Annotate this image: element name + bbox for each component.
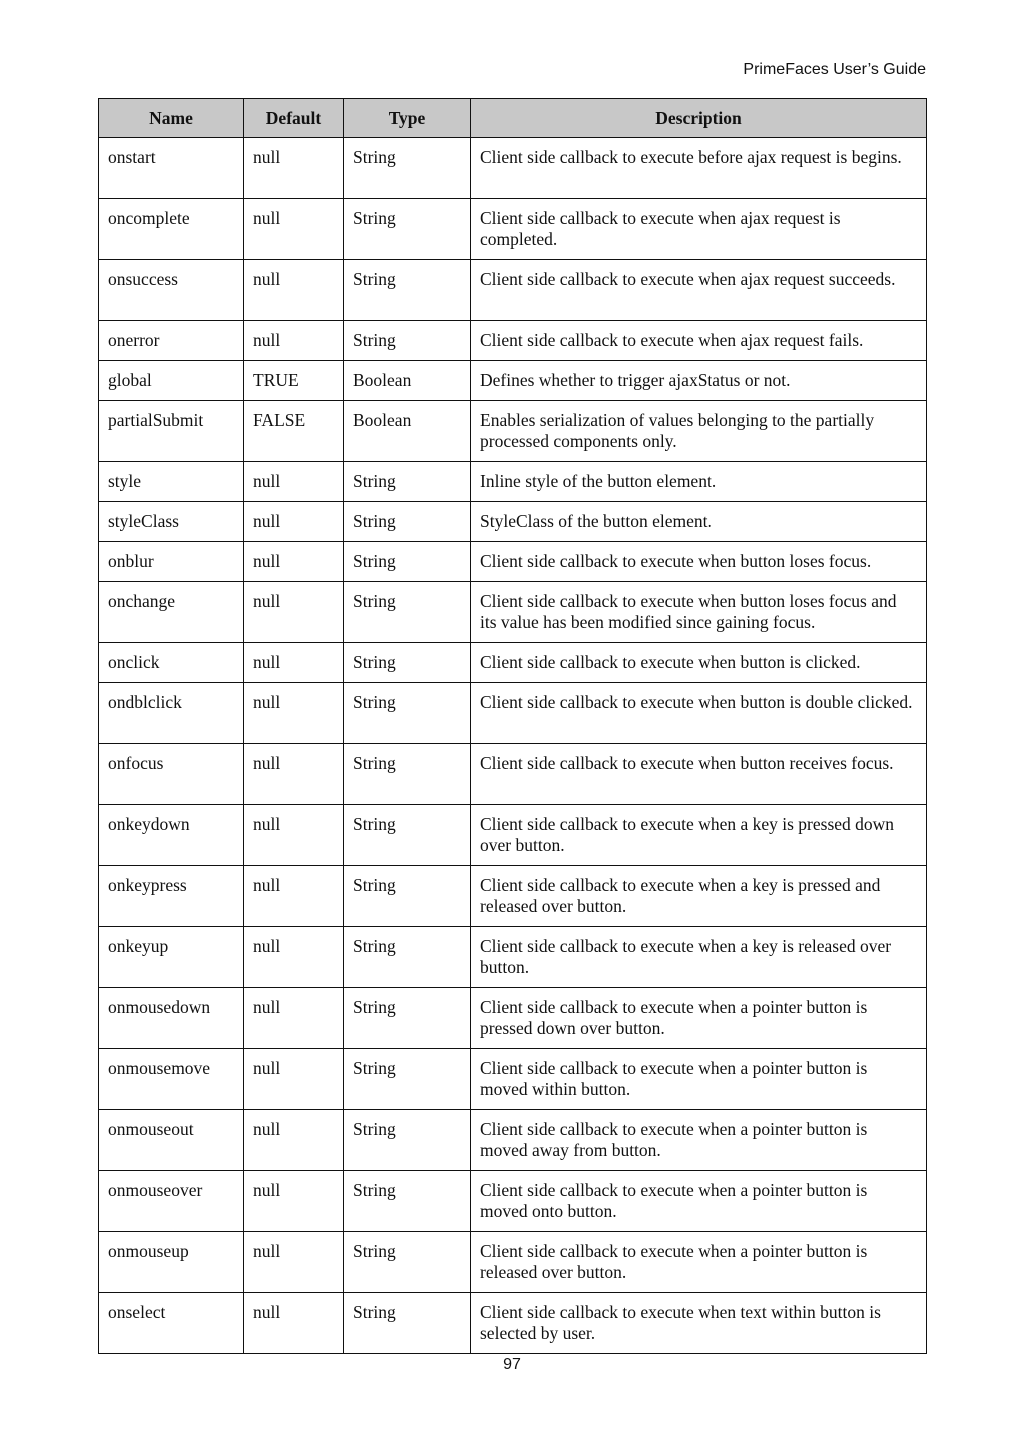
cell-description: Client side callback to execute when a pointer button is pressed down over button. — [471, 988, 927, 1049]
table-row — [99, 462, 927, 502]
cell-name: onerror — [99, 321, 244, 361]
table-row — [99, 1171, 927, 1232]
table-row — [99, 260, 927, 321]
cell-type: String — [344, 321, 471, 361]
table-row — [99, 138, 927, 199]
table-row — [99, 361, 927, 401]
cell-type: String — [344, 988, 471, 1049]
cell-description: Client side callback to execute when button is double clicked. — [471, 683, 927, 744]
cell-type: String — [344, 582, 471, 643]
cell-default: null — [244, 260, 344, 321]
cell-type: String — [344, 805, 471, 866]
cell-default: TRUE — [244, 361, 344, 401]
table-row — [99, 866, 927, 927]
column-header-type: Type — [344, 99, 471, 138]
cell-name: onmousemove — [99, 1049, 244, 1110]
cell-default: null — [244, 321, 344, 361]
column-header-name: Name — [99, 99, 244, 138]
cell-type: Boolean — [344, 361, 471, 401]
cell-type: String — [344, 866, 471, 927]
column-header-description: Description — [471, 99, 927, 138]
table-row — [99, 1049, 927, 1110]
cell-description: Client side callback to execute when ajax request succeeds. — [471, 260, 927, 321]
cell-name: onsuccess — [99, 260, 244, 321]
table-row — [99, 988, 927, 1049]
cell-default: null — [244, 1171, 344, 1232]
cell-name: styleClass — [99, 502, 244, 542]
cell-default: null — [244, 1049, 344, 1110]
cell-default: null — [244, 1232, 344, 1293]
cell-name: onmouseout — [99, 1110, 244, 1171]
cell-default: FALSE — [244, 401, 344, 462]
cell-name: style — [99, 462, 244, 502]
cell-type: String — [344, 199, 471, 260]
cell-description: Client side callback to execute when button is clicked. — [471, 643, 927, 683]
cell-description: Client side callback to execute when button receives focus. — [471, 744, 927, 805]
cell-description: Client side callback to execute when ajax request is completed. — [471, 199, 927, 260]
cell-name: onkeypress — [99, 866, 244, 927]
cell-name: onmouseover — [99, 1171, 244, 1232]
cell-name: onkeydown — [99, 805, 244, 866]
cell-default: null — [244, 138, 344, 199]
table-header-row — [99, 99, 927, 138]
cell-default: null — [244, 1293, 344, 1354]
cell-name: onfocus — [99, 744, 244, 805]
cell-type: String — [344, 1049, 471, 1110]
cell-description: Client side callback to execute before ajax request is begins. — [471, 138, 927, 199]
cell-description: Client side callback to execute when text within button is selected by user. — [471, 1293, 927, 1354]
cell-description: Client side callback to execute when a pointer button is moved away from button. — [471, 1110, 927, 1171]
running-header: PrimeFaces User’s Guide — [743, 61, 926, 78]
table-row — [99, 401, 927, 462]
attributes-table — [98, 98, 927, 1354]
page-number: 97 — [503, 1356, 521, 1373]
cell-description: Client side callback to execute when a key is pressed down over button. — [471, 805, 927, 866]
cell-type: String — [344, 1293, 471, 1354]
cell-type: String — [344, 542, 471, 582]
cell-description: Defines whether to trigger ajaxStatus or not. — [471, 361, 927, 401]
table-row — [99, 927, 927, 988]
cell-default: null — [244, 199, 344, 260]
cell-name: onkeyup — [99, 927, 244, 988]
cell-default: null — [244, 462, 344, 502]
table-row — [99, 542, 927, 582]
cell-name: onblur — [99, 542, 244, 582]
table-row — [99, 1232, 927, 1293]
cell-type: String — [344, 260, 471, 321]
cell-type: String — [344, 1171, 471, 1232]
table-row — [99, 502, 927, 542]
cell-type: String — [344, 643, 471, 683]
table-row — [99, 199, 927, 260]
cell-default: null — [244, 582, 344, 643]
cell-description: Client side callback to execute when a pointer button is moved onto button. — [471, 1171, 927, 1232]
table-row — [99, 683, 927, 744]
table-row — [99, 1110, 927, 1171]
cell-type: String — [344, 1232, 471, 1293]
cell-type: String — [344, 744, 471, 805]
cell-default: null — [244, 502, 344, 542]
table-row — [99, 1293, 927, 1354]
cell-name: onstart — [99, 138, 244, 199]
cell-description: Client side callback to execute when a key is pressed and released over button. — [471, 866, 927, 927]
cell-name: oncomplete — [99, 199, 244, 260]
cell-type: String — [344, 1110, 471, 1171]
cell-name: onclick — [99, 643, 244, 683]
cell-name: partialSubmit — [99, 401, 244, 462]
cell-name: global — [99, 361, 244, 401]
cell-name: onselect — [99, 1293, 244, 1354]
cell-description: Client side callback to execute when ajax request fails. — [471, 321, 927, 361]
cell-default: null — [244, 866, 344, 927]
cell-name: onchange — [99, 582, 244, 643]
cell-type: String — [344, 683, 471, 744]
cell-description: Client side callback to execute when a key is released over button. — [471, 927, 927, 988]
cell-type: String — [344, 927, 471, 988]
cell-description: Inline style of the button element. — [471, 462, 927, 502]
cell-name: onmousedown — [99, 988, 244, 1049]
cell-default: null — [244, 927, 344, 988]
column-header-default: Default — [244, 99, 344, 138]
cell-default: null — [244, 805, 344, 866]
cell-default: null — [244, 1110, 344, 1171]
cell-description: Enables serialization of values belonging to the partially processed components only. — [471, 401, 927, 462]
table-row — [99, 744, 927, 805]
cell-type: Boolean — [344, 401, 471, 462]
cell-default: null — [244, 683, 344, 744]
cell-default: null — [244, 643, 344, 683]
cell-description: Client side callback to execute when button loses focus and its value has been modified since gaining focus. — [471, 582, 927, 643]
table-row — [99, 805, 927, 866]
cell-default: null — [244, 988, 344, 1049]
cell-type: String — [344, 462, 471, 502]
cell-description: StyleClass of the button element. — [471, 502, 927, 542]
cell-description: Client side callback to execute when a pointer button is moved within button. — [471, 1049, 927, 1110]
cell-default: null — [244, 744, 344, 805]
table-row — [99, 321, 927, 361]
cell-description: Client side callback to execute when a pointer button is released over button. — [471, 1232, 927, 1293]
cell-type: String — [344, 502, 471, 542]
table-row — [99, 582, 927, 643]
cell-default: null — [244, 542, 344, 582]
cell-name: onmouseup — [99, 1232, 244, 1293]
cell-description: Client side callback to execute when button loses focus. — [471, 542, 927, 582]
cell-type: String — [344, 138, 471, 199]
cell-name: ondblclick — [99, 683, 244, 744]
table-row — [99, 643, 927, 683]
